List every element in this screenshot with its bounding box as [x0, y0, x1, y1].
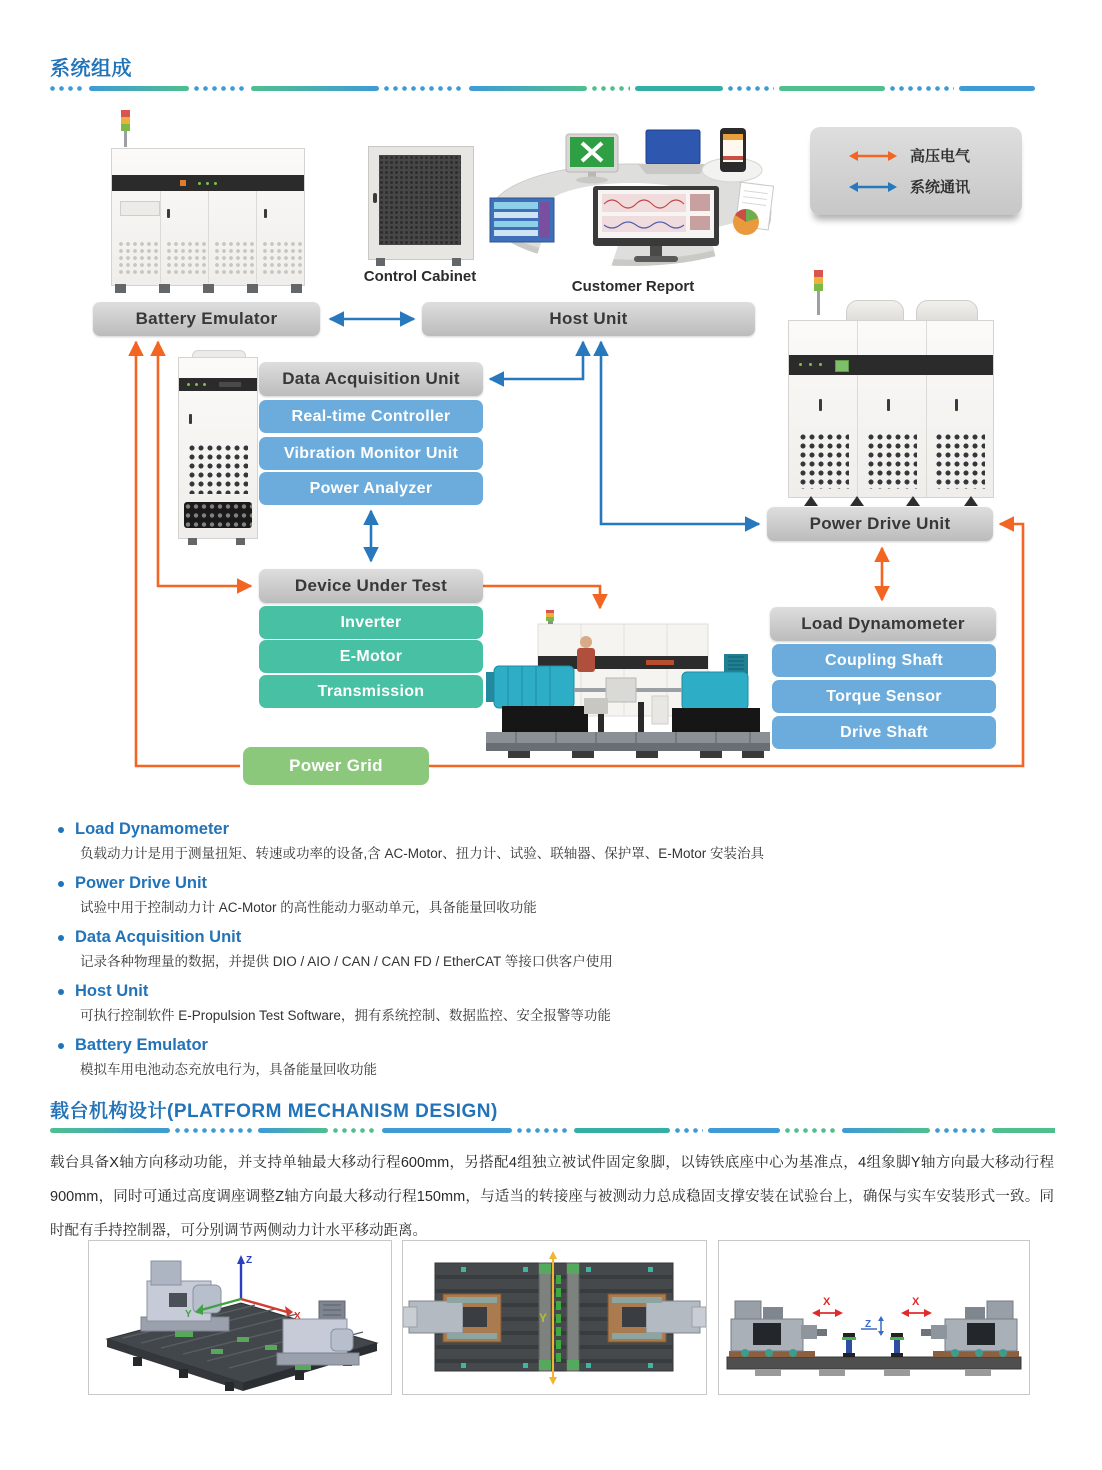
- bullet-desc: 负载动力计是用于测量扭矩、转速或功率的设备,含 AC-Motor、扭力计、试验、联轴器、保护罩、E-Motor 安装治具: [80, 846, 765, 861]
- bullet-icon: [58, 1043, 64, 1049]
- bullet-title: Load Dynamometer: [75, 820, 230, 838]
- table-screen-icon: [490, 198, 554, 242]
- platform-top-view-image: [402, 1240, 707, 1395]
- platform-top-drawing: [403, 1241, 706, 1394]
- legend-communication-label: 系统通讯: [910, 179, 971, 196]
- decorative-divider-1: [50, 86, 1055, 91]
- load-dynamometer-box: Load Dynamometer: [770, 607, 996, 641]
- list-item: [58, 928, 1053, 971]
- side-x-arrows: [812, 1296, 932, 1317]
- section2-title: 载台机构设计(PLATFORM MECHANISM DESIGN): [50, 1101, 498, 1122]
- list-item: [58, 874, 1053, 917]
- customer-report-image: [488, 126, 774, 276]
- side-left-machine: [729, 1301, 827, 1357]
- platform-design-paragraph: 载台具备X轴方向移动功能，并支持单轴最大移动行程600mm，另搭配4组独立被试件固定象脚，以铸铁底座中心为基准点，4组象脚Y轴方向最大移动行程900mm，同时可通过高度调座调整Z轴方向最大移动行程150mm，与适当的转接座与被测动力总成稳固支撑安装在试验台上，确保与实车安装形式一致。同时配有手持控制器，可分别调节两侧动力计水平移动距离。: [50, 1155, 1054, 1239]
- power-analyzer-box: Power Analyzer: [259, 472, 483, 505]
- data-acquisition-unit-box: Data Acquisition Unit: [259, 362, 483, 396]
- list-item: [58, 820, 1053, 863]
- bullet-title: Power Drive Unit: [75, 874, 208, 892]
- battery-emulator-box: Battery Emulator: [93, 302, 320, 336]
- bullet-title: Battery Emulator: [75, 1036, 208, 1054]
- battery-emulator-cabinet: [111, 148, 305, 286]
- power-drive-unit-box: Power Drive Unit: [767, 507, 993, 541]
- component-descriptions: [58, 820, 1053, 1090]
- axis-label-z: Z: [865, 1319, 872, 1330]
- coupling-shaft-box: Coupling Shaft: [772, 644, 996, 677]
- bullet-desc: 记录各种物理量的数据，并提供 DIO / AIO / CAN / CAN FD / EtherCAT 等接口供客户使用: [80, 954, 613, 969]
- phone-cloud-icon: [702, 128, 762, 182]
- control-cabinet-image: [368, 146, 472, 264]
- platform-side-view-image: [718, 1240, 1030, 1395]
- side-right-machine: [921, 1301, 1019, 1357]
- test-bench-image: [486, 610, 770, 760]
- host-unit-box: Host Unit: [422, 302, 755, 336]
- control-strip: [112, 175, 304, 191]
- bullet-desc: 模拟车用电池动态充放电行为，具备能量回收功能: [80, 1062, 377, 1077]
- axis-label-z: Z: [246, 1255, 253, 1266]
- legend-high-voltage: [848, 145, 1022, 166]
- list-item: [58, 1036, 1053, 1079]
- left-dynamometer: [486, 666, 588, 734]
- list-item: [58, 982, 1053, 1025]
- signal-tower-icon: [121, 110, 130, 147]
- decorative-divider-2: [50, 1128, 1055, 1133]
- platform-iso-image: [88, 1240, 392, 1395]
- bullet-icon: [58, 935, 64, 941]
- vibration-monitor-unit-box: Vibration Monitor Unit: [259, 437, 483, 470]
- axis-label-y: Y: [539, 1311, 548, 1325]
- orange-double-arrow-icon: [848, 150, 898, 162]
- mesh-door: [379, 155, 461, 245]
- bullet-icon: [58, 989, 64, 995]
- axis-label-x: X: [294, 1311, 301, 1322]
- laptop-icon: [638, 130, 708, 174]
- device-under-test-box: Device Under Test: [259, 569, 483, 603]
- e-motor-box: E-Motor: [259, 640, 483, 673]
- blue-double-arrow-icon: [848, 181, 898, 193]
- legend-communication: [848, 176, 1022, 197]
- bullet-title: Host Unit: [75, 982, 149, 1000]
- side-z-marker: [861, 1316, 884, 1336]
- platform-side-drawing: [719, 1241, 1029, 1394]
- bench-base-plate: [486, 732, 770, 758]
- bullet-title: Data Acquisition Unit: [75, 928, 242, 946]
- bullet-icon: [58, 881, 64, 887]
- iso-left-machine: [141, 1261, 229, 1337]
- axis-label-x-left: X: [823, 1296, 831, 1308]
- axis-label-x-right: X: [912, 1296, 920, 1308]
- axis-label-y: Y: [185, 1309, 192, 1320]
- signal-tower-icon: [814, 270, 823, 315]
- bullet-desc: 可执行控制软件 E-Propulsion Test Software，拥有系统控制、数据监控、安全报警等功能: [80, 1008, 611, 1023]
- side-base: [727, 1357, 1021, 1376]
- inverter-box: Inverter: [259, 606, 483, 639]
- power-grid-box: Power Grid: [243, 747, 429, 785]
- legend-box: [810, 127, 1022, 215]
- battery-emulator-image: [97, 110, 305, 298]
- drive-shaft-box: Drive Shaft: [772, 716, 996, 749]
- daq-tower-image: [178, 350, 258, 548]
- bullet-icon: [58, 827, 64, 833]
- side-jacks: [842, 1333, 904, 1357]
- legend-high-voltage-label: 高压电气: [910, 148, 971, 165]
- top-right-machine: [608, 1294, 706, 1342]
- bullet-desc: 试验中用于控制动力计 AC-Motor 的高性能动力驱动单元，具备能量回收功能: [80, 900, 537, 915]
- torque-sensor-box: Torque Sensor: [772, 680, 996, 713]
- top-left-machine: [403, 1294, 501, 1342]
- platform-iso-drawing: [89, 1241, 391, 1394]
- control-cabinet-caption: Control Cabinet: [363, 268, 477, 285]
- customer-report-caption: Customer Report: [571, 278, 695, 295]
- power-drive-unit-image: [788, 268, 994, 508]
- section1-title: 系统组成: [50, 58, 132, 80]
- transmission-box: Transmission: [259, 675, 483, 708]
- real-time-controller-box: Real-time Controller: [259, 400, 483, 433]
